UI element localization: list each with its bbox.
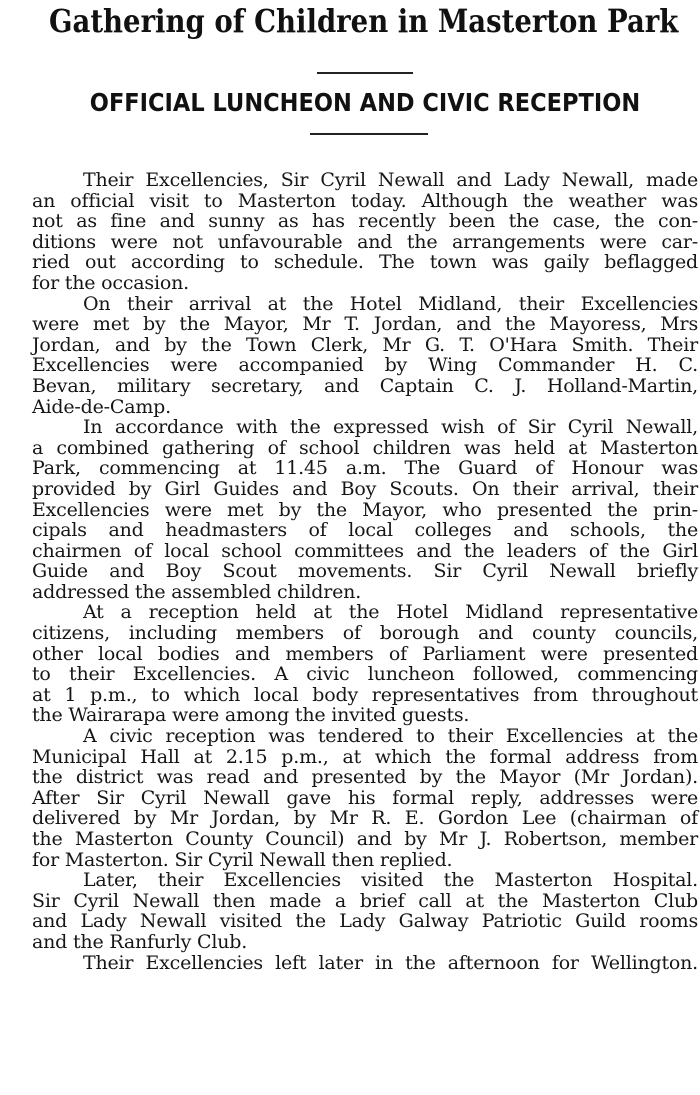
article-line: Guide and Boy Scout movements. Sir Cyril Newall briefly [32,560,698,583]
article-line: Their Excellencies left later in the afternoon for Wellington. [83,951,698,974]
article-line: Sir Cyril Newall then made a brief call at the Masterton Club [32,889,698,912]
article-line: chairmen of local school committees and the leaders of the Girl [32,539,698,562]
article-line: Excellencies were met by the Mayor, who presented the prin- [32,498,698,521]
article-line: provided by Girl Guides and Boy Scouts. On their arrival, their [32,477,698,500]
article-line: and Lady Newall visited the Lady Galway Patriotic Guild rooms [32,910,698,933]
article-line: not as fine and sunny as has recently been the case, the con- [32,210,698,233]
article-line: other local bodies and members of Parliament were presented [32,642,698,665]
article-line: Park, commencing at 11.45 a.m. The Guard of Honour was [32,457,698,480]
article-line: After Sir Cyril Newall gave his formal reply, addresses were [32,786,698,809]
article-line: Aide-de-Camp. [32,395,171,418]
article-line: an official visit to Masterton today. Although the weather was [32,189,698,212]
article-line: At a reception held at the Hotel Midland representative [83,601,698,624]
article-line: the Wairarapa were among the invited guests. [32,704,470,727]
article-line: at 1 p.m., to which local body representatives from throughout [32,683,698,706]
subheadline-divider [310,133,428,135]
subheadline: OFFICIAL LUNCHEON AND CIVIC RECEPTION [89,88,641,117]
article-line: Later, their Excellencies visited the Masterton Hospital. [83,869,698,892]
article-line: A civic reception was tendered to their Excellencies at the [83,725,698,748]
article-line: the district was read and presented by the Mayor (Mr Jordan). [32,766,698,789]
article-line: for Masterton. Sir Cyril Newall then replied. [32,848,453,871]
article-line: the Masterton County Council) and by Mr J. Robertson, member [32,828,698,850]
article-line: Jordan, and by the Town Clerk, Mr G. T. O'Hara Smith. Their [32,333,698,356]
article-line: Excellencies were accompanied by Wing Commander H. C. [32,354,698,377]
article-line: cipals and headmasters of local colleges and schools, the [32,519,698,542]
article-line: Municipal Hall at 2.15 p.m., at which the formal address from [32,745,698,768]
article-line: On their arrival at the Hotel Midland, their Excellencies [83,292,698,315]
article-line: citizens, including members of borough and county councils, [32,622,698,645]
article-body [32,170,698,973]
article-line: Bevan, military secretary, and Captain C. J. Holland-Martin, [32,374,698,397]
article-line: to their Excellencies. A civic luncheon followed, commencing [32,663,698,686]
article-line: were met by the Mayor, Mr T. Jordan, and the Mayoress, Mrs [32,313,698,336]
article-line: delivered by Mr Jordan, by Mr R. E. Gordon Lee (chairman of [32,807,698,830]
article-line: addressed the assembled children. [32,580,362,603]
headline: Gathering of Children in Masterton Park [49,2,679,40]
article-line: Their Excellencies, Sir Cyril Newall and Lady Newall, made [83,169,698,191]
article-line: for the occasion. [32,271,189,294]
article-line: ditions were not unfavourable and the arrangements were car- [32,230,698,253]
article-line: ried out according to schedule. The town was gaily beflagged [32,251,698,274]
article-line: and the Ranfurly Club. [32,930,248,953]
article-line: a combined gathering of school children was held at Masterton [32,436,698,459]
headline-divider [317,72,413,74]
article-line: In accordance with the expressed wish of Sir Cyril Newall, [83,416,698,439]
